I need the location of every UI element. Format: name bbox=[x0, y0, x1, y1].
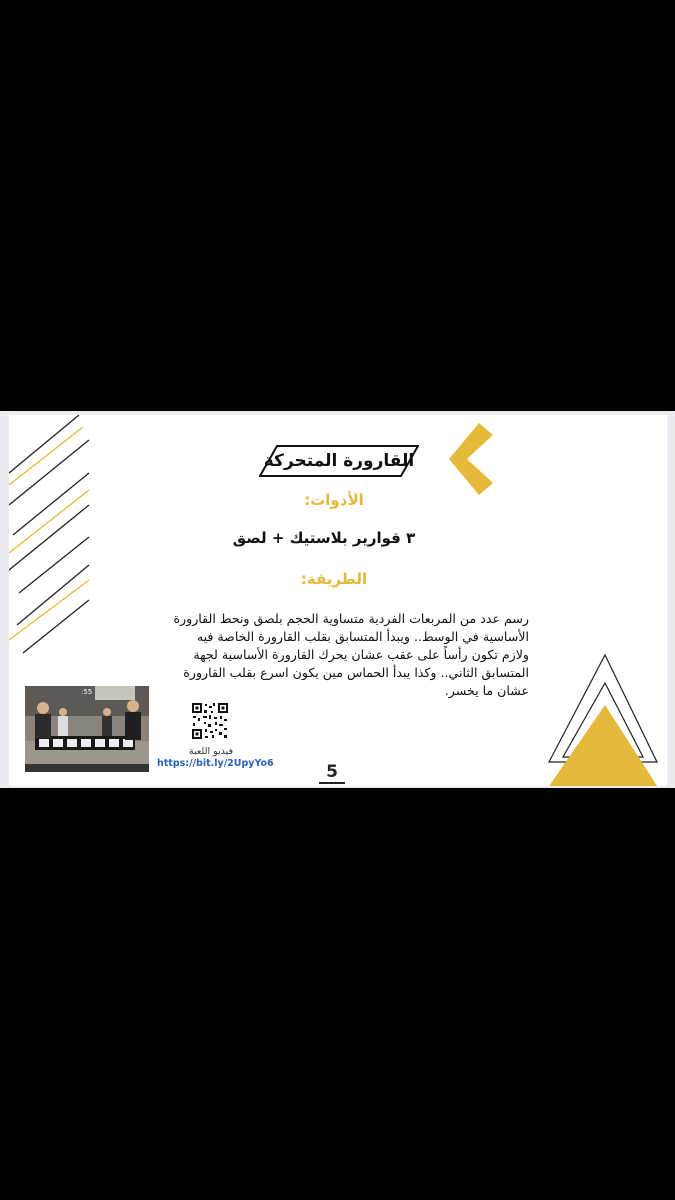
video-link[interactable]: https://bit.ly/2UpyYo6 bbox=[157, 758, 274, 769]
method-line: ولازم تكون رأساً على عقب عشان يحرك القارورة الأساسية لجهة bbox=[193, 647, 529, 662]
diagonal-lines-decoration bbox=[9, 415, 99, 655]
qr-caption: فيديو اللعبة bbox=[188, 746, 234, 757]
method-line: المتسابق الثاني.. وكذا يبدأ الحماس مين يكون اسرع بقلب القارورة bbox=[183, 665, 529, 680]
method-paragraph bbox=[139, 610, 529, 700]
document-slide bbox=[9, 415, 667, 786]
game-photo-illustration bbox=[25, 686, 149, 772]
triangles-decoration bbox=[539, 647, 667, 786]
tools-heading: الأدوات: bbox=[304, 491, 364, 509]
method-line: الأساسية في الوسط.. ويبدأ المتسابق بقلب القارورة الخاصة فيه bbox=[196, 629, 529, 644]
tools-text: ٣ قوارير بلاستيك + لصق bbox=[232, 529, 416, 547]
method-line: عشان ما يخسر. bbox=[444, 683, 529, 698]
qr-code-icon bbox=[191, 702, 229, 740]
page-title-box bbox=[259, 445, 419, 477]
svg-text::55: :55 bbox=[81, 688, 93, 696]
game-photo bbox=[25, 686, 149, 772]
method-heading: الطريقة: bbox=[300, 570, 368, 588]
page-title: القارورة المتحركة bbox=[263, 451, 415, 471]
chevron-left-icon bbox=[449, 423, 493, 495]
page-number: 5 bbox=[319, 762, 345, 784]
method-line: رسم عدد من المربعات الفردية متساوية الحجم بلصق ونحط القارورة bbox=[173, 611, 529, 626]
